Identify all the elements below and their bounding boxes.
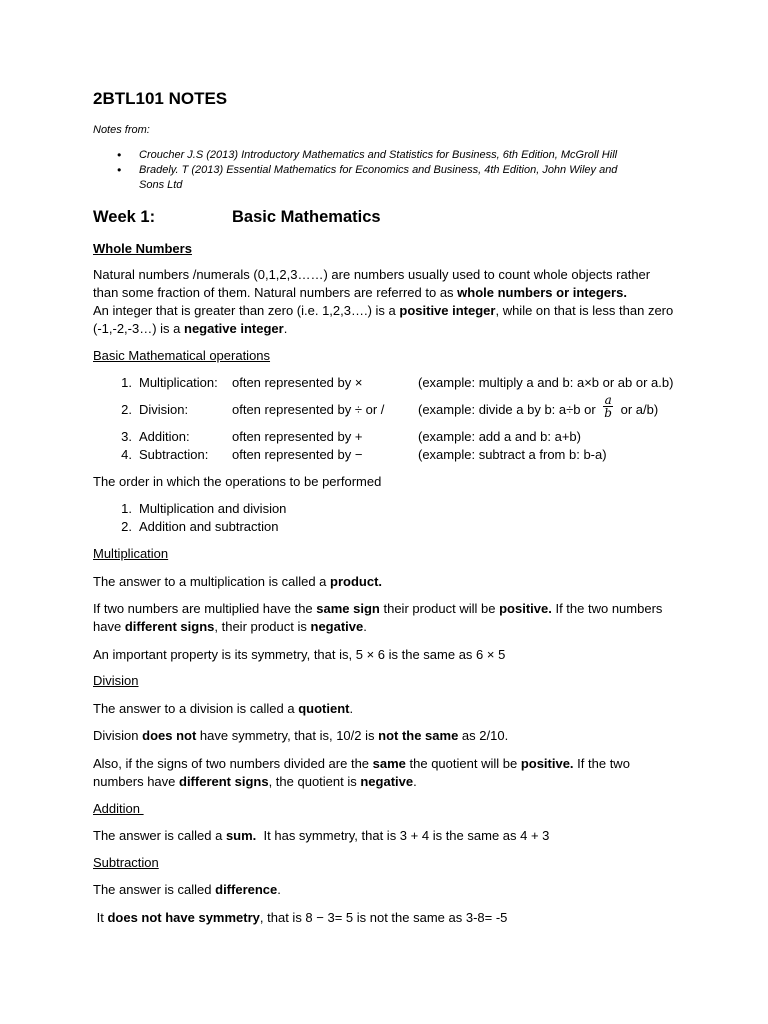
fraction-a-over-b: $\frac{a}{b}$ [604, 393, 612, 421]
addition-paragraph: The answer is called a sum. It has symmetry, that is 3 + 4 is the same as 4 + 3 [93, 828, 550, 843]
order-intro: The order in which the operations to be performed [93, 474, 382, 489]
reference-item-continuation: Sons Ltd [139, 179, 183, 191]
bullet-icon: • [117, 163, 122, 177]
page-title: 2BTL101 NOTES [93, 89, 228, 108]
bullet-icon: • [117, 148, 122, 162]
multiplication-paragraph-1: The answer to a multiplication is called a product. [93, 574, 383, 589]
subtraction-heading: Subtraction [93, 855, 159, 870]
reference-item: • Bradely. T (2013) Essential Mathematics for Economics and Business, 4th Edition, John Wiley and [117, 163, 618, 177]
multiplication-paragraph-2: If two numbers are multiplied have the same sign their product will be positive. If the two numbers have different signs, their product is negative. [93, 601, 663, 634]
subtraction-paragraph-1: The answer is called difference. [93, 882, 281, 897]
notes-from-label: Notes from: [93, 124, 150, 136]
week-heading [93, 208, 683, 226]
subtraction-paragraph-2: It does not have symmetry, that is 8 − 3= 5 is not the same as 3-8= -5 [93, 910, 508, 925]
reference-item: • Croucher J.S (2013) Introductory Mathematics and Statistics for Business, 6th Edition, McGroll Hill [117, 148, 618, 162]
division-heading: Division [93, 673, 139, 688]
addition-heading: Addition [93, 801, 144, 816]
multiplication-paragraph-3: An important property is its symmetry, that is, 5 × 6 is the same as 6 × 5 [93, 647, 506, 662]
division-paragraph-2: Division does not have symmetry, that is, 10/2 is not the same as 2/10. [93, 728, 509, 743]
document-page: 2BTL101 NOTES Notes from: • Croucher J.S (2013) Introductory Mathematics and Statistics for Business, 6th Edition, McGroll Hill • Bradely. T (2013) Essential Mathematics for Economics and Business, 4th Edition, John Wiley and Sons Ltd Week 1: Basic Mathematics Whole Numbers Natural numbers /numerals (0,1,2,3……) are numbers usually used to count whole objects rather than some fraction of them. Natural numbers are referred to as whole numbers or integers. An integer that is greater than zero (i.e. 1,2,3….) is a positive integer, while on that is less than zero (-1,-2,-3…) is a negative integer. Basic Mathematical operations 1. Multiplication: often represented by × (example: multiply a and b: a×b or ab or a.b) 2. Division: often represented by ÷ or / (example: divide a by b: a÷b or $\frac{a}{b}$ or a/b) 3. Addition: often represented by + (example: add a and b: a+b) 4. Subtraction: often represented by − (example: subtract a from b: b-a) The order in which the operations to be performed 1. Multiplication and division 2. Addition and subtraction Multiplication The answer to a multiplication is called a product. If two numbers are multiplied have the same sign their product will be positive. If the two numbers have different signs, their product is negative. An important property is its symmetry, that is, 5 × 6 is the same as 6 × 5 Division The answer to a division is called a quotient. Division does not have symmetry, that is, 10/2 is not the same as 2/10. Also, if the signs of two numbers divided are the same the quotient will be positive. If the two numbers have different signs, the quotient is negative. Addition The answer is called a sum. It has symmetry, that is 3 + 4 is the same as 4 + 3 Subtraction The answer is called difference. It does not have symmetry, that is 8 − 3= 5 is not the same as 3-8= -5 [0, 0, 768, 1024]
week-topic: Basic Mathematics [232, 208, 381, 226]
division-paragraph-3: Also, if the signs of two numbers divided are the same the quotient will be positive. If the two numbers have different signs, the quotient is negative. [93, 756, 630, 789]
week-label: Week 1: [93, 208, 156, 226]
operations-heading: Basic Mathematical operations [93, 348, 271, 363]
division-paragraph-1: The answer to a division is called a quotient. [93, 701, 354, 716]
whole-numbers-paragraph: Natural numbers /numerals (0,1,2,3……) are numbers usually used to count whole objects rather than some fraction of them. Natural numbers are referred to as whole numbers or integers. An integer that is greater than zero (i.e. 1,2,3….) is a positive integer, while on that is less than zero (-1,-2,-3…) is a negative integer. [93, 267, 674, 336]
multiplication-heading: Multiplication [93, 546, 169, 561]
whole-numbers-heading: Whole Numbers [93, 241, 192, 256]
